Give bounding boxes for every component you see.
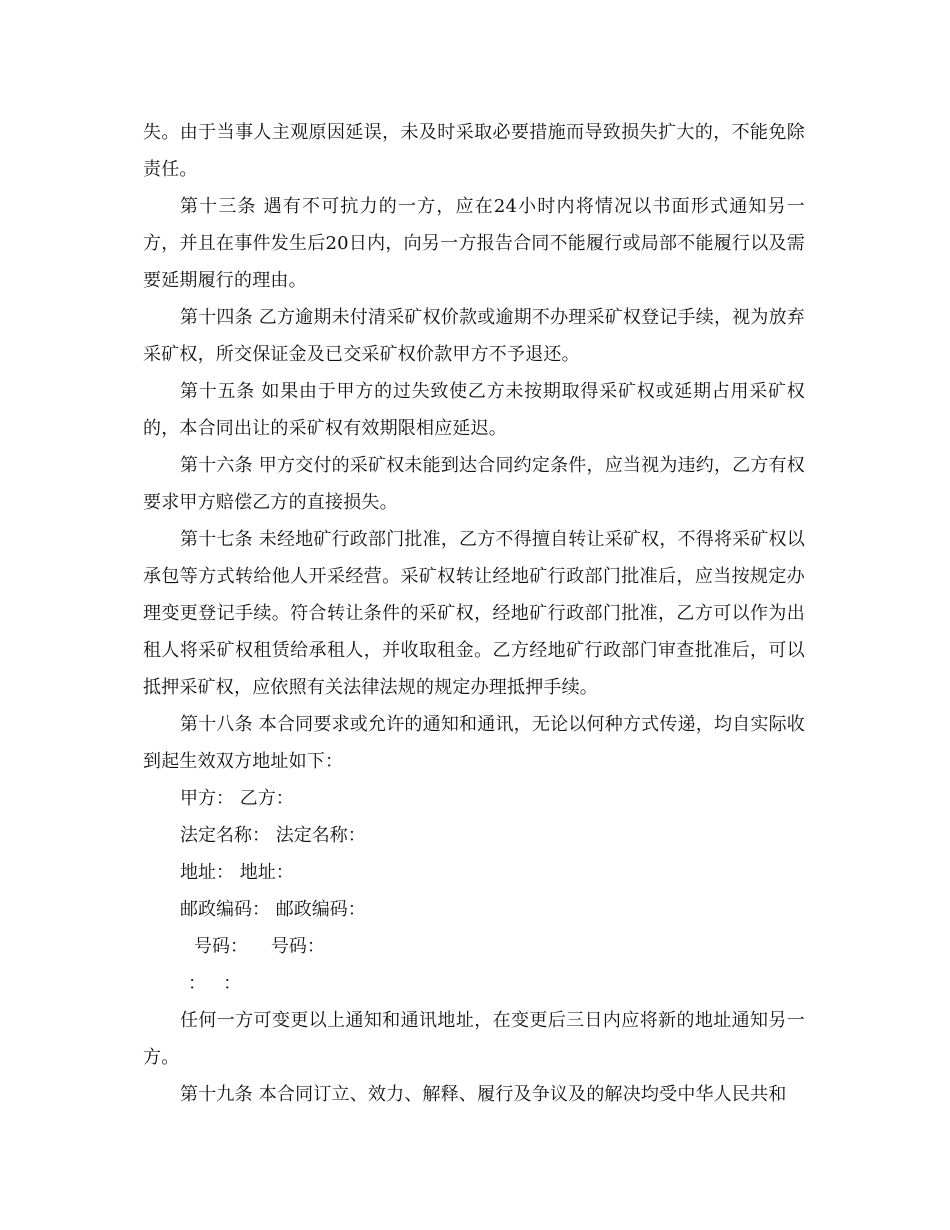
article-19: 第十九条 本合同订立、效力、解释、履行及争议及的解决均受中华人民共和	[180, 1084, 787, 1105]
address-blank-line: ： ：	[188, 973, 242, 994]
article-15: 第十五条 如果由于甲方的过失致使乙方未按期取得采矿权或延期占用采矿权的，本合同出让的采矿权有效期限相应延迟。	[143, 381, 805, 439]
address-party-line: 甲方： 乙方：	[180, 788, 294, 809]
article-14: 第十四条 乙方逾期未付清采矿权价款或逾期不办理采矿权登记手续，视为放弃采矿权，所交保证金及已交采矿权价款甲方不予退还。	[143, 307, 805, 365]
paragraph-continuation: 失。由于当事人主观原因延误，未及时采取必要措施而导致损失扩大的，不能免除责任。	[143, 122, 805, 180]
address-change-clause: 任何一方可变更以上通知和通讯地址，在变更后三日内应将新的地址通知另一方。	[143, 1010, 805, 1068]
address-number-line: 号码： 号码：	[194, 936, 325, 957]
address-legal-name-line: 法定名称： 法定名称：	[180, 825, 366, 846]
address-postcode-line: 邮政编码： 邮政编码：	[180, 899, 366, 920]
article-17: 第十七条 未经地矿行政部门批准，乙方不得擅自转让采矿权，不得将采矿权以承包等方式转给他人开采经营。采矿权转让经地矿行政部门批准后，应当按规定办理变更登记手续。符合转让条件的采矿权，经地矿行政部门批准，乙方可以作为出租人将采矿权租赁给承租人，并收取租金。乙方经地矿行政部门审查批准后，可以抵押采矿权，应依照有关法律法规的规定办理抵押手续。	[143, 529, 805, 698]
article-18: 第十八条 本合同要求或允许的通知和通讯，无论以何种方式传递，均自实际收到起生效双方地址如下：	[143, 714, 805, 772]
article-16: 第十六条 甲方交付的采矿权未能到达合同约定条件，应当视为违约，乙方有权要求甲方赔偿乙方的直接损失。	[143, 455, 805, 513]
article-13: 第十三条 遇有不可抗力的一方，应在24小时内将情况以书面形式通知另一方，并且在事件发生后20日内，向另一方报告合同不能履行或局部不能履行以及需要延期履行的理由。	[143, 196, 805, 291]
address-address-line: 地址： 地址：	[180, 862, 294, 883]
